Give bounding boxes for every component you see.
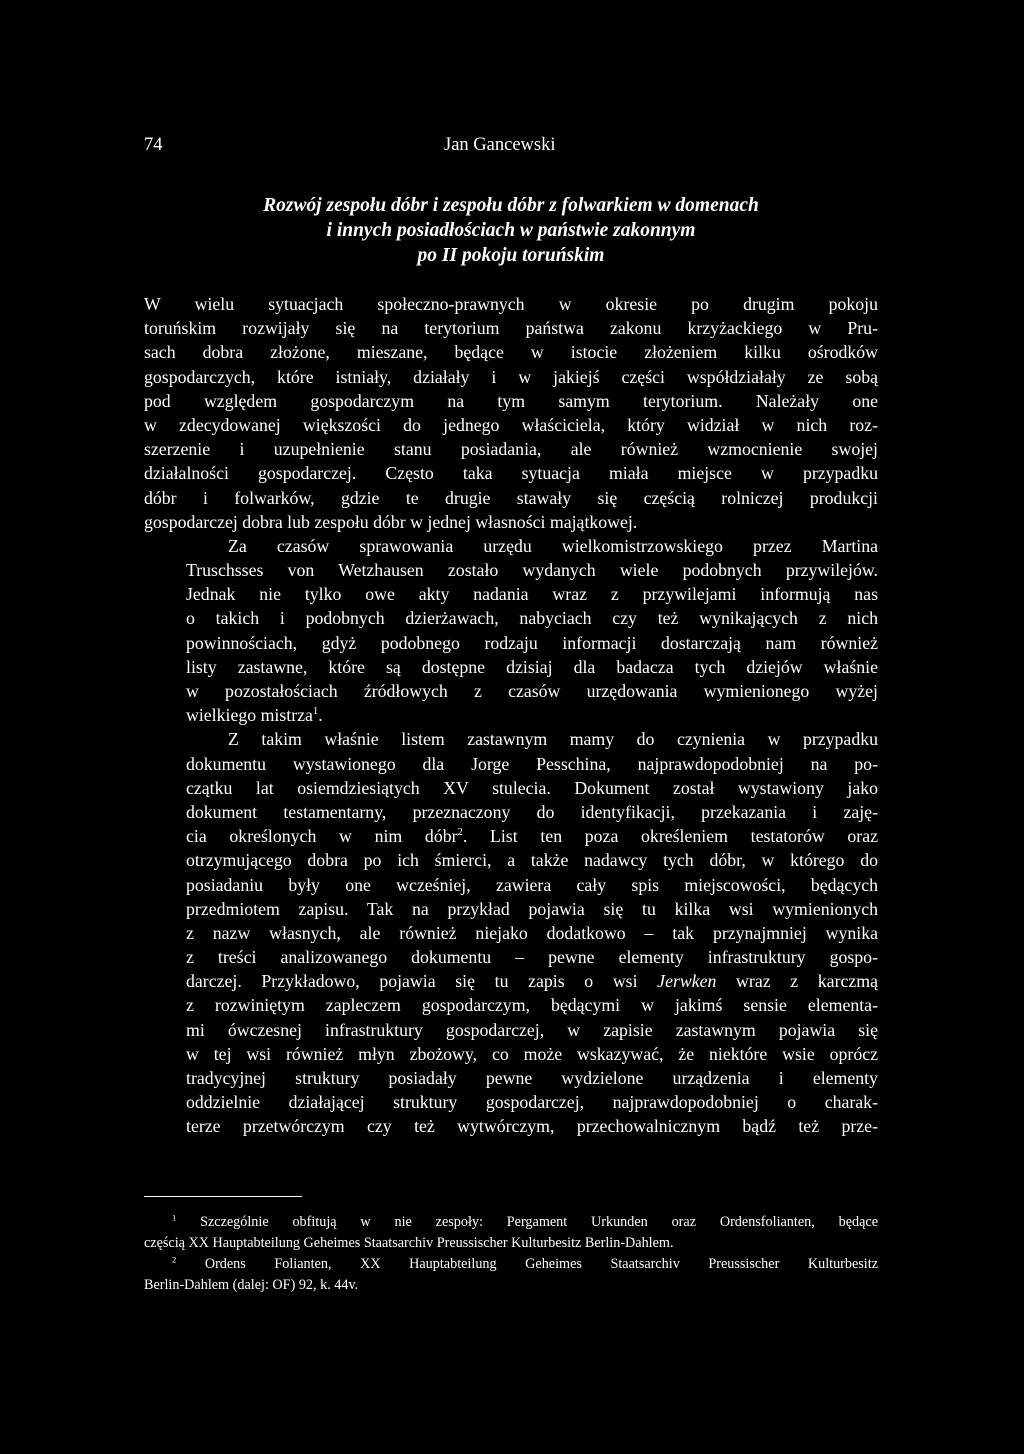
text-line: Truschsses von Wetzhausen zostało wydanych wiele podobnych przywilejów.: [186, 560, 878, 581]
text-line: toruńskim rozwijały się na terytorium państwa zakonu krzyżackiego w Pru-: [144, 318, 878, 339]
text-line: działalności gospodarczej. Często taka sytuacja miała miejsce w przypadku: [144, 463, 878, 484]
footnote-text: Ordens Folianten, XX Hauptabteilung Geheimes Staatsarchiv Preussischer Kulturbesitz: [176, 1256, 878, 1272]
text-line: w pozostałościach źródłowych z czasów urzędowania wymienionego wyżej: [186, 681, 878, 701]
footnote-line: częścią XX Hauptabteilung Geheimes Staatsarchiv Preussischer Kulturbesitz Berlin-Dahlem.: [144, 1235, 674, 1251]
footnote-separator: [144, 1196, 302, 1197]
section-title: [144, 193, 878, 268]
page-number: 74: [144, 135, 163, 155]
footnote-line: [144, 1212, 878, 1233]
text-line: gospodarczej dobra lub zespołu dóbr w jednej własności majątkowej.: [144, 511, 638, 532]
italic-place-name: Jerwken: [657, 971, 717, 992]
paragraph: [144, 727, 878, 1138]
text-line: dokumentu wystawionego dla Jorge Pesschina, najprawdopodobniej na po-: [186, 753, 878, 774]
footnote-ref[interactable]: 2: [457, 826, 463, 839]
text-line: sach dobra złożone, mieszane, będące w istocie złożeniem kilku ośrodków: [144, 342, 878, 363]
title-line: Rozwój zespołu dóbr i zespołu dóbr z folwarkiem w domenach: [263, 195, 759, 216]
text-line: gospodarczych, które istniały, działały i w jakiejś części współdziałały ze sobą: [144, 366, 878, 387]
text-line: [144, 703, 878, 727]
footnote-marker: 1: [172, 1212, 177, 1223]
text-line: dóbr i folwarków, gdzie te drugie stawały się częścią rolniczej produkcji: [144, 487, 878, 508]
body-text: [144, 292, 878, 1139]
text-line: w tej wsi również młyn zbożowy, co może wskazywać, że niektóre wsie oprócz: [186, 1043, 878, 1064]
footnote-line: Berlin-Dahlem (dalej: OF) 92, k. 44v.: [144, 1277, 359, 1293]
paragraph: [144, 292, 878, 534]
text-line: posiadaniu były one wcześniej, zawiera cały spis miejscowości, będących: [186, 874, 878, 895]
footnotes: [144, 1212, 878, 1296]
text-line: W wielu sytuacjach społeczno-prawnych w okresie po drugim pokoju: [144, 294, 878, 314]
footnote-1: [144, 1212, 878, 1254]
text-line: z rozwiniętym zapleczem gospodarczym, będącymi w jakimś sensie elementa-: [186, 995, 878, 1016]
text-line: mi ówczesnej infrastruktury gospodarczej, w zapisie zastawnym pojawia się: [186, 1019, 878, 1040]
paragraph: [144, 534, 878, 728]
text-fragment: darczej. Przykładowo, pojawia się tu zapis o wsi: [186, 971, 658, 992]
text-line: z nazw własnych, ale również niejako dodatkowo – tak przynajmniej wynika: [186, 922, 878, 943]
text-line: oddzielnie działającej struktury gospodarczej, najprawdopodobniej o charak-: [186, 1092, 878, 1113]
footnote-line: [144, 1254, 878, 1275]
text-line: otrzymującego dobra po ich śmierci, a także nadawcy tych dóbr, w którego do: [186, 850, 878, 871]
text-fragment: wraz z karczmą: [716, 971, 878, 992]
text-line: Z takim właśnie listem zastawnym mamy do czynienia w przypadku: [228, 729, 878, 750]
text-line: przedmiotem zapisu. Tak na przykład pojawia się tu kilka wsi wymienionych: [186, 898, 878, 919]
text-line: listy zastawne, które są dostępne dzisiaj dla badacza tych dziejów właśnie: [186, 656, 878, 677]
text-line: terze przetwórczym czy też wytwórczym, przechowalnicznym bądź też prze-: [186, 1116, 878, 1137]
text-line: szerzenie i uzupełnienie stanu posiadania, ale również wzmocnienie swojej: [144, 439, 878, 460]
text-line: Jednak nie tylko owe akty nadania wraz z przywilejami informują nas: [186, 584, 878, 605]
text-line: czątku lat osiemdziesiątych XV stulecia. Dokument został wystawiony jako: [186, 777, 878, 798]
page-header: [144, 135, 878, 165]
text-line: [144, 969, 878, 993]
footnote-text: Szczególnie obfitują w nie zespoły: Pergament Urkunden oraz Ordensfolianten, będące: [176, 1214, 878, 1230]
title-line: po II pokoju toruńskim: [417, 245, 605, 266]
text-line: w zdecydowanej większości do jednego właściciela, który widział w nich roz-: [144, 414, 878, 435]
text-line: Za czasów sprawowania urzędu wielkomistrzowskiego przez Martina: [228, 535, 878, 556]
footnote-marker: 2: [172, 1254, 177, 1265]
footnote-ref[interactable]: 1: [312, 705, 319, 718]
text-line: dokument testamentarny, przeznaczony do identyfikacji, przekazania i zaję-: [186, 801, 878, 822]
text-fragment: . List ten poza określeniem testatorów oraz: [462, 826, 879, 847]
text-line: [144, 824, 878, 848]
text-fragment: .: [318, 705, 323, 726]
title-line: i innych posiadłościach w państwie zakonnym: [326, 220, 696, 241]
text-line: o takich i podobnych dzierżawach, nabyciach czy też wynikających z nich: [186, 608, 878, 629]
text-fragment: wielkiego mistrza: [186, 705, 313, 726]
text-line: powinnościach, gdyż podobnego rodzaju informacji dostarczają nam również: [186, 632, 878, 653]
footnote-2: [144, 1254, 878, 1296]
text-line: tradycyjnej struktury posiadały pewne wydzielone urządzenia i elementy: [186, 1068, 878, 1088]
text-line: z treści analizowanego dokumentu – pewne elementy infrastruktury gospo-: [186, 947, 878, 968]
running-head: Jan Gancewski: [444, 135, 556, 155]
text-line: pod względem gospodarczym na tym samym terytorium. Należały one: [144, 390, 878, 411]
text-fragment: cia określonych w nim dóbr: [186, 826, 458, 847]
